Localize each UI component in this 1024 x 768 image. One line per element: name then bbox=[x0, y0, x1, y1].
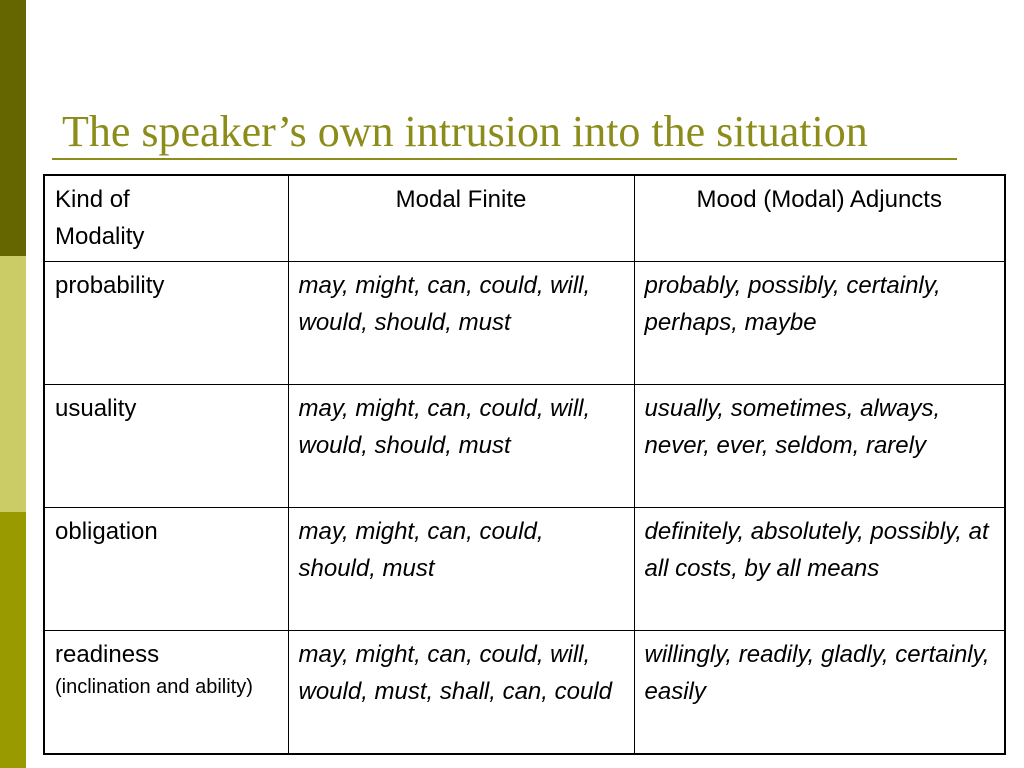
row-kind: obligation bbox=[44, 508, 288, 631]
row-kind: usuality bbox=[44, 385, 288, 508]
header-kind-of-modality bbox=[44, 175, 288, 262]
accent-bar-middle bbox=[0, 256, 26, 512]
row-mood-adjuncts: definitely, absolutely, possibly, at all costs, by all means bbox=[634, 508, 1005, 631]
table-header-row bbox=[44, 175, 1005, 262]
row-mood-adjuncts: usually, sometimes, always, never, ever, seldom, rarely bbox=[634, 385, 1005, 508]
title-underline bbox=[52, 158, 957, 160]
row-kind: probability bbox=[44, 262, 288, 385]
modality-table bbox=[43, 174, 1006, 755]
accent-bar-top bbox=[0, 0, 26, 256]
table-row bbox=[44, 385, 1005, 508]
row-modal-finite: may, might, can, could, will, would, must, shall, can, could bbox=[288, 631, 634, 755]
accent-bar-bottom bbox=[0, 512, 26, 768]
row-kind: readiness bbox=[55, 641, 160, 668]
table-row bbox=[44, 631, 1005, 755]
row-modal-finite: may, might, can, could, will, would, should, must bbox=[288, 262, 634, 385]
row-modal-finite: may, might, can, could, should, must bbox=[288, 508, 634, 631]
header-mood-adjuncts: Mood (Modal) Adjuncts bbox=[634, 175, 1005, 262]
header-modal-finite: Modal Finite bbox=[288, 175, 634, 262]
header-kind-line2: Modality bbox=[55, 223, 145, 250]
slide-title: The speaker’s own intrusion into the situation bbox=[62, 107, 868, 156]
table-row bbox=[44, 508, 1005, 631]
row-mood-adjuncts: willingly, readily, gladly, certainly, easily bbox=[634, 631, 1005, 755]
row-modal-finite: may, might, can, could, will, would, should, must bbox=[288, 385, 634, 508]
row-mood-adjuncts: probably, possibly, certainly, perhaps, maybe bbox=[634, 262, 1005, 385]
row-kind-note: (inclination and ability) bbox=[55, 676, 253, 698]
header-kind-line1: Kind of bbox=[55, 186, 130, 213]
row-kind-cell bbox=[44, 631, 288, 755]
table-row bbox=[44, 262, 1005, 385]
